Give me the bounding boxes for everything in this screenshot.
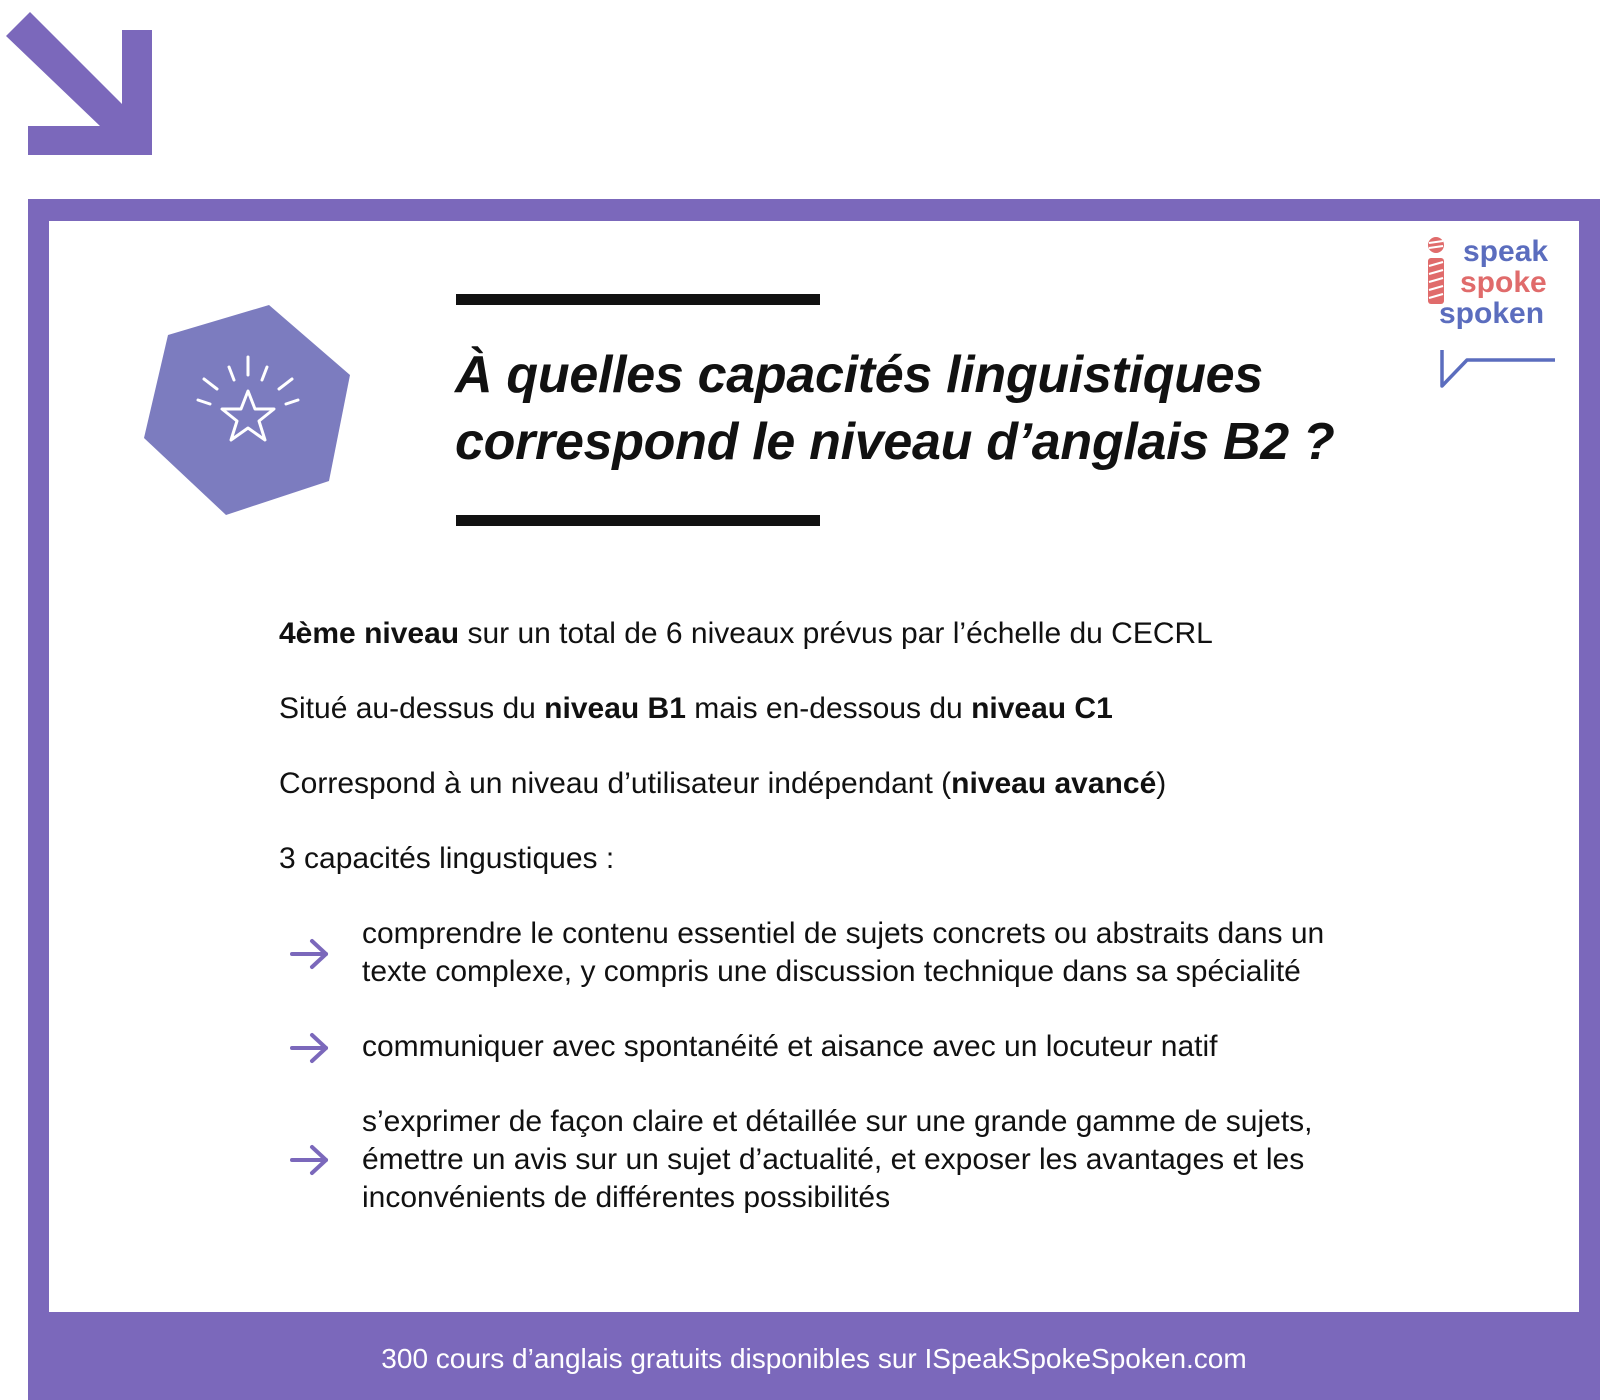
list-item-text	[362, 1028, 1472, 1066]
paragraph-position-b1: niveau B1	[544, 692, 686, 725]
paragraph-level-bold: 4ème niveau	[279, 617, 460, 650]
logo-word-spoke: spoke	[1460, 266, 1547, 299]
sparkling-star-icon	[144, 305, 354, 517]
paragraph-user-type-part-c: )	[1156, 767, 1167, 800]
logo-word-spoken: spoken	[1439, 297, 1545, 330]
title-rule-top	[456, 294, 820, 305]
footer-text: 300 cours d’anglais gratuits disponibles sur ISpeakSpokeSpoken.com	[381, 1343, 1247, 1374]
arrow-right-icon	[289, 1143, 331, 1177]
paragraph-position-part-a: Situé au-dessus du	[279, 692, 545, 725]
title-line-2: correspond le niveau d’anglais B2 ?	[455, 413, 1335, 471]
paragraph-user-type-bold: niveau avancé	[951, 767, 1157, 800]
title-rule-bottom	[456, 515, 820, 526]
list-item-line: texte complexe, y compris une discussion technique dans sa spécialité	[362, 955, 1301, 988]
paragraph-position-c1: niveau C1	[971, 692, 1113, 725]
list-item-line: s’exprimer de façon claire et détaillée sur une grande gamme de sujets,	[362, 1105, 1313, 1138]
arrow-down-right-icon	[0, 0, 160, 160]
logo-i-icon	[1425, 236, 1447, 306]
list-item-text	[362, 1103, 1472, 1217]
list-item-line: communiquer avec spontanéité et aisance avec un locuteur natif	[362, 1030, 1218, 1063]
paragraph-user-type-part-a: Correspond à un niveau d’utilisateur indépendant (	[279, 767, 952, 800]
paragraph-capacities-heading: 3 capacités lingustiques :	[279, 842, 615, 875]
speech-bubble-icon	[1439, 348, 1559, 390]
brand-logo	[1425, 236, 1565, 394]
list-item-line: émettre un avis sur un sujet d’actualité, et exposer les avantages et les	[362, 1143, 1305, 1176]
logo-word-speak: speak	[1463, 235, 1549, 268]
list-item-text	[362, 915, 1472, 991]
arrow-right-icon	[289, 1031, 331, 1065]
list-item-line: comprendre le contenu essentiel de sujets concrets ou abstraits dans un	[362, 917, 1325, 950]
paragraph-position-part-c: mais en-dessous du	[685, 692, 972, 725]
page-title	[455, 342, 1455, 476]
arrow-right-icon	[289, 937, 331, 971]
paragraph-level	[279, 615, 1213, 653]
title-line-1: À quelles capacités linguistiques	[455, 346, 1263, 404]
paragraph-level-rest: sur un total de 6 niveaux prévus par l’échelle du CECRL	[459, 617, 1213, 650]
paragraph-user-type	[279, 765, 1166, 803]
list-item-line: inconvénients de différentes possibilités	[362, 1181, 891, 1214]
paragraph-position	[279, 690, 1113, 728]
